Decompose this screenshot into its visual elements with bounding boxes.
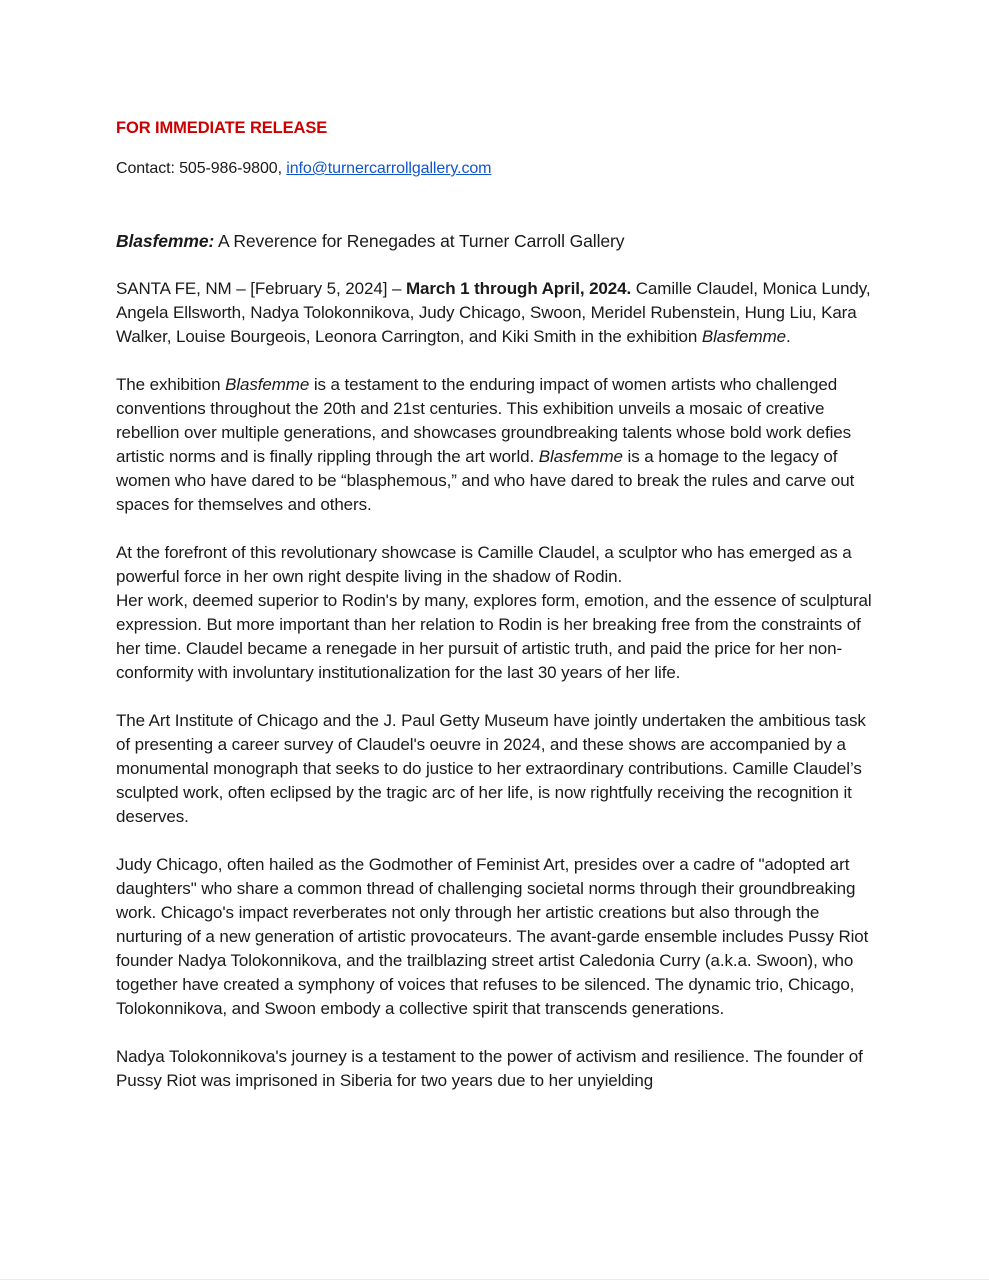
exhibition-name: Blasfemme: [701, 327, 786, 346]
exhibition-name: Blasfemme: [225, 375, 310, 394]
paragraph-exhibition: [116, 373, 876, 517]
text-run: Her work, deemed superior to Rodin's by many, explores form, emotion, and the essence of sculptural expression. But more important than her relation to Rodin is her breaking free from the constraints of her time. Claudel became a renegade in her pursuit of artistic truth, and paid the price for her non-conformity with involuntary institutionalization for the last 30 years of her life.: [116, 591, 872, 682]
contact-line: [116, 158, 876, 180]
paragraph-judy-chicago: Judy Chicago, often hailed as the Godmother of Feminist Art, presides over a cadre of "adopted art daughters" who share a common thread of challenging societal norms through their groundbreaking work. Chicago's impact reverberates not only through her artistic creations but also through the nurturing of a new generation of artistic provocateurs. The avant-garde ensemble includes Pussy Riot founder Nadya Tolokonnikova, and the trailblazing street artist Caledonia Curry (a.k.a. Swoon), who together have created a symphony of voices that refuses to be silenced. The dynamic trio, Chicago, Tolokonnikova, and Swoon embody a collective spirit that transcends generations.: [116, 855, 869, 1018]
paragraph-museums: The Art Institute of Chicago and the J. Paul Getty Museum have jointly undertaken the ambitious task of presenting a career survey of Claudel's oeuvre in 2024, and these shows are accompanied by a monumental monograph that seeks to do justice to her extraordinary contributions. Camille Claudel’s sculpted work, often eclipsed by the tragic arc of her life, is now rightfully receiving the recognition it deserves.: [116, 711, 866, 826]
paragraph-claudel: [116, 541, 876, 685]
contact-email-link[interactable]: info@turnercarrollgallery.com: [286, 160, 492, 177]
text-run: is a homage to the legacy of women who have dared to be “blasphemous,” and who have dared to break the rules and carve out spaces for themselves and others.: [116, 447, 855, 514]
text-run: is a testament to the enduring impact of women artists who challenged conventions throughout the 20th and 21st centuries. This exhibition unveils a mosaic of creative rebellion over multiple generations, and showcases groundbreaking talents whose bold work defies artistic norms and is finally rippling through the art world.: [116, 375, 852, 466]
paragraph-dateline: [116, 277, 876, 349]
paragraph-tolokonnikova: Nadya Tolokonnikova's journey is a testament to the power of activism and resilience. The founder of Pussy Riot was imprisoned in Siberia for two years due to her unyielding: [116, 1047, 863, 1090]
exhibition-name: Blasfemme: [538, 447, 623, 466]
headline-title: Blasfemme:: [116, 231, 215, 251]
release-label: FOR IMMEDIATE RELEASE: [116, 119, 328, 137]
text-run: The exhibition: [116, 375, 226, 394]
contact-phone: Contact: 505-986-9800,: [116, 160, 287, 177]
headline: [116, 229, 876, 253]
dateline: SANTA FE, NM – [February 5, 2024] –: [116, 279, 406, 298]
period: .: [785, 327, 791, 346]
press-release-body: [116, 117, 876, 1093]
exhibition-dates: March 1 through April, 2024.: [405, 279, 632, 298]
headline-subtitle: A Reverence for Renegades at Turner Carroll Gallery: [214, 231, 625, 251]
artist-list: Camille Claudel, Monica Lundy, Angela Ellsworth, Nadya Tolokonnikova, Judy Chicago, Swoon, Meridel Rubenstein, Hung Liu, Kara Walker, Louise Bourgeois, Leonora Carrington, and Kiki Smith in the exhibition: [116, 279, 871, 346]
text-run: At the forefront of this revolutionary showcase is Camille Claudel, a sculptor who has emerged as a powerful force in her own right despite living in the shadow of Rodin.: [116, 543, 852, 586]
